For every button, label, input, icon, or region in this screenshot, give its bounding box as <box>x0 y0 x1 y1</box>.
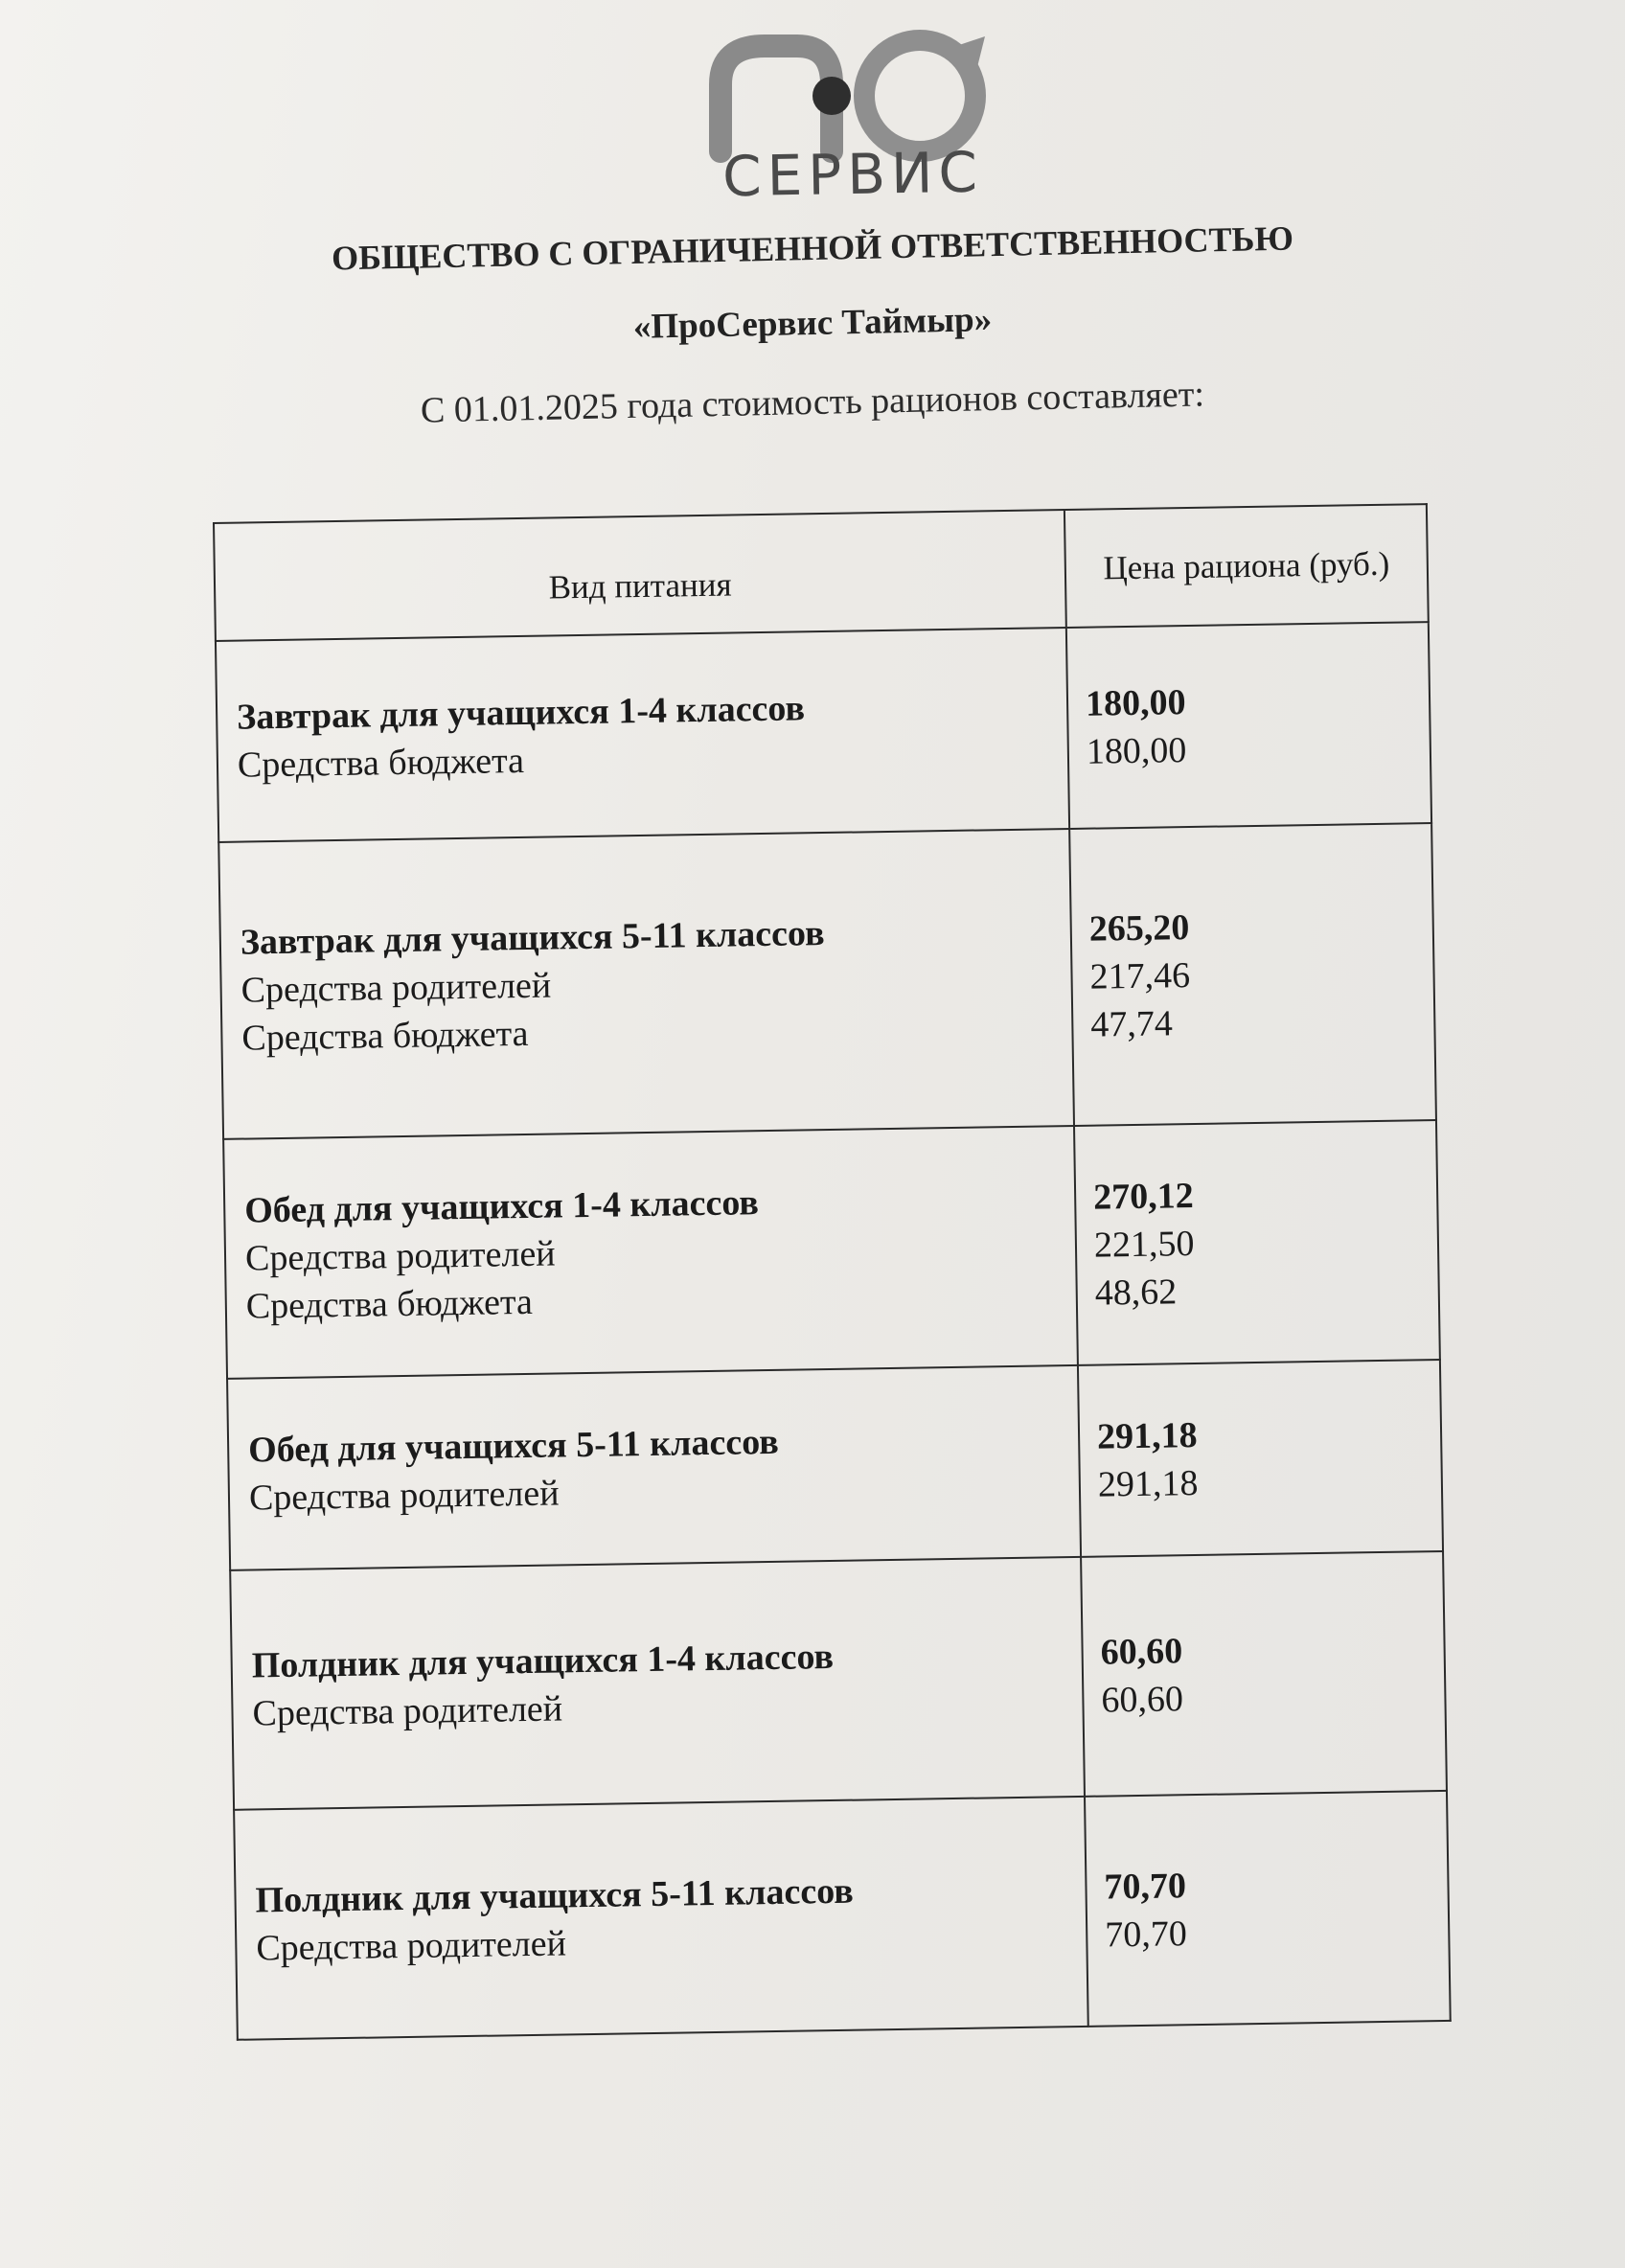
intro-text: С 01.01.2025 года стоимость рационов составляет: <box>420 374 1205 431</box>
price-total: 291,18 <box>1096 1414 1198 1457</box>
funding-source: Средства родителей <box>256 1923 567 1969</box>
meal-cell <box>223 1126 1078 1379</box>
funding-source: Средства бюджета <box>241 1013 529 1059</box>
logo-text: СЕРВИС <box>721 139 984 210</box>
funding-source: Средства родителей <box>240 965 552 1011</box>
header-price: Цена рациона (руб.) <box>1064 504 1429 628</box>
meal-title: Полдник для учащихся 5-11 классов <box>255 1870 855 1921</box>
price-cell <box>1069 823 1436 1126</box>
table-row <box>227 1360 1443 1570</box>
meal-title: Полдник для учащихся 1-4 классов <box>251 1636 835 1686</box>
price-value: 180,00 <box>1086 730 1187 772</box>
meal-cell <box>230 1557 1085 1810</box>
price-total: 265,20 <box>1088 907 1190 950</box>
table-row <box>216 622 1431 842</box>
meal-cell <box>216 628 1069 842</box>
price-cell <box>1085 1791 1451 2027</box>
header-meal-type: Вид питания <box>214 510 1066 641</box>
price-cell <box>1078 1360 1443 1557</box>
price-value: 48,62 <box>1094 1271 1178 1314</box>
price-value: 217,46 <box>1089 955 1191 997</box>
table-row <box>234 1791 1451 2040</box>
company-name: «ПроСервис Таймыр» <box>632 300 993 347</box>
price-value: 291,18 <box>1097 1462 1199 1505</box>
price-total: 60,60 <box>1100 1631 1183 1673</box>
meal-title: Обед для учащихся 5-11 классов <box>247 1421 780 1471</box>
table-row <box>218 823 1436 1139</box>
price-value: 60,60 <box>1101 1679 1184 1721</box>
company-form: ОБЩЕСТВО С ОГРАНИЧЕННОЙ ОТВЕТСТВЕННОСТЬЮ <box>331 218 1294 278</box>
meal-cell <box>234 1797 1088 2040</box>
funding-source: Средства родителей <box>244 1233 556 1279</box>
meal-cell <box>218 829 1074 1139</box>
meal-cell <box>227 1365 1081 1570</box>
price-value: 47,74 <box>1090 1003 1174 1045</box>
price-table <box>213 503 1449 2017</box>
price-value: 221,50 <box>1093 1224 1195 1266</box>
price-total: 180,00 <box>1085 682 1186 724</box>
price-cell <box>1066 622 1431 829</box>
price-total: 270,12 <box>1092 1176 1194 1218</box>
table-row <box>230 1551 1447 1810</box>
meal-title: Завтрак для учащихся 1-4 классов <box>236 688 806 738</box>
price-cell <box>1074 1120 1440 1365</box>
table-header-row <box>214 504 1429 641</box>
funding-source: Средства родителей <box>248 1473 560 1519</box>
meal-title: Обед для учащихся 1-4 классов <box>243 1182 760 1231</box>
funding-source: Средства бюджета <box>245 1281 534 1327</box>
price-cell <box>1081 1551 1447 1797</box>
funding-source: Средства бюджета <box>237 740 525 786</box>
meal-title: Завтрак для учащихся 5-11 классов <box>240 913 825 963</box>
price-total: 70,70 <box>1104 1866 1187 1908</box>
funding-source: Средства родителей <box>252 1688 563 1734</box>
price-value: 70,70 <box>1104 1913 1188 1956</box>
table-row <box>223 1120 1440 1379</box>
